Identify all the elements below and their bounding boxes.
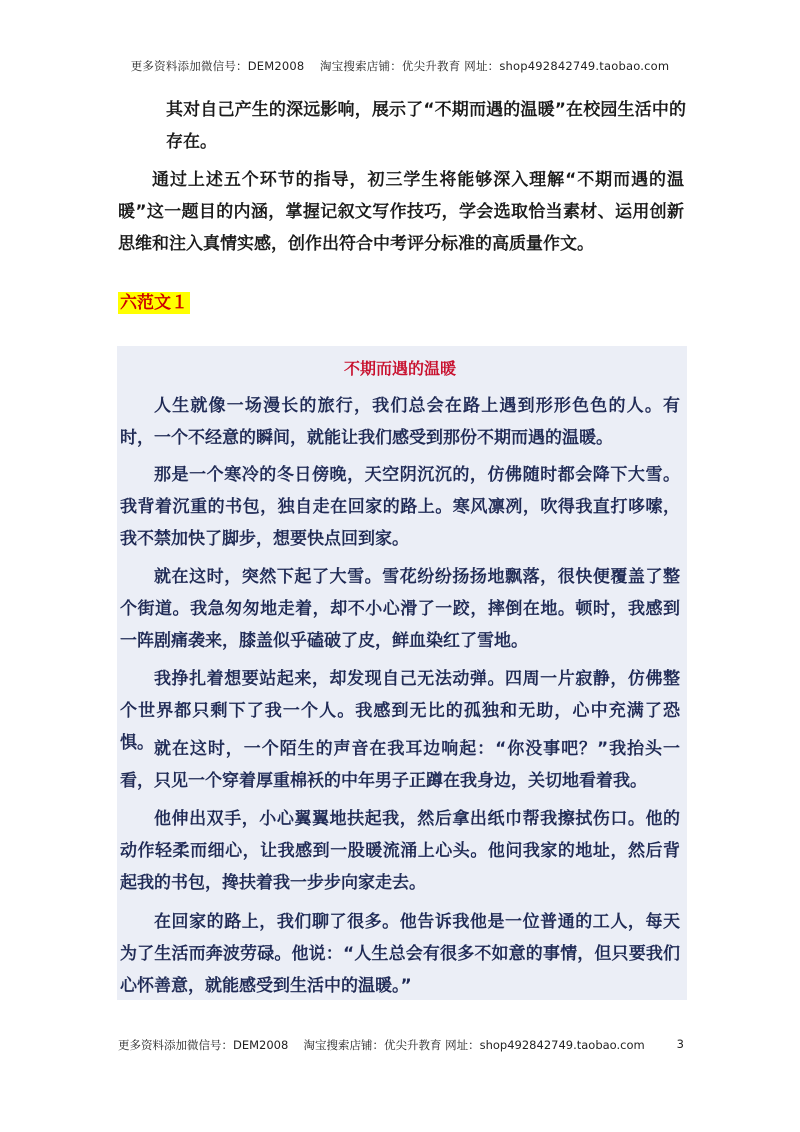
essay-paragraph: 就在这时，一个陌生的声音在我耳边响起：“你没事吧？”我抬头一看，只见一个穿着厚重棉袄的中年男子正蹲在我身边，关切地看着我。 [120, 739, 680, 791]
essay-paragraph: 那是一个寒冷的冬日傍晚，天空阴沉沉的，仿佛随时都会降下大雪。我背着沉重的书包，独自走在回家的路上。寒风凛冽，吹得我直打哆嗦，我不禁加快了脚步，想要快点回到家。 [120, 465, 680, 549]
page-header: 更多资料添加微信号：DEM2008 淘宝搜索店铺：优尖升教育 网址：shop492842749.taobao.com [130, 59, 670, 73]
section-label: 六范文１ [120, 293, 188, 313]
essay-paragraph: 在回家的路上，我们聊了很多。他告诉我他是一位普通的工人，每天为了生活而奔波劳碌。他说：“人生总会有很多不如意的事情，但只要我们心怀善意，就能感受到生活中的温暖。” [120, 912, 680, 996]
footer-text: 更多资料添加微信号：DEM2008 淘宝搜索店铺：优尖升教育 网址：shop492842749.taobao.com [118, 1038, 645, 1052]
essay-paragraph: 就在这时，突然下起了大雪。雪花纷纷扬扬地飘落，很快便覆盖了整个街道。我急匆匆地走着，却不小心滑了一跤，摔倒在地。顿时，我感到一阵剧痛袭来，膝盖似乎磕破了皮，鲜血染红了雪地。 [120, 567, 680, 651]
page-footer [118, 1037, 684, 1053]
essay-paragraph: 我挣扎着想要站起来，却发现自己无法动弹。四周一片寂静，仿佛整个世界都只剩下了我一个人。我感到无比的孤独和无助，心中充满了恐惧。 [120, 669, 680, 753]
intro-summary: 通过上述五个环节的指导，初三学生将能够深入理解“不期而遇的温暖”这一题目的内涵，掌握记叙文写作技巧，学会选取恰当素材、运用创新思维和注入真情实感，创作出符合中考评分标准的高质量作文。 [118, 170, 684, 254]
essay-paragraph: 他伸出双手，小心翼翼地扶起我，然后拿出纸巾帮我擦拭伤口。他的动作轻柔而细心，让我感到一股暖流涌上心头。他问我家的地址，然后背起我的书包，搀扶着我一步步向家走去。 [120, 809, 680, 893]
intro-continuation: 其对自己产生的深远影响，展示了“不期而遇的温暖”在校园生活中的存在。 [166, 100, 686, 152]
page-number: 3 [676, 1037, 684, 1051]
essay-title: 不期而遇的温暖 [343, 359, 456, 378]
essay-paragraph: 人生就像一场漫长的旅行，我们总会在路上遇到形形色色的人。有时，一个不经意的瞬间，就能让我们感受到那份不期而遇的温暖。 [120, 396, 680, 448]
